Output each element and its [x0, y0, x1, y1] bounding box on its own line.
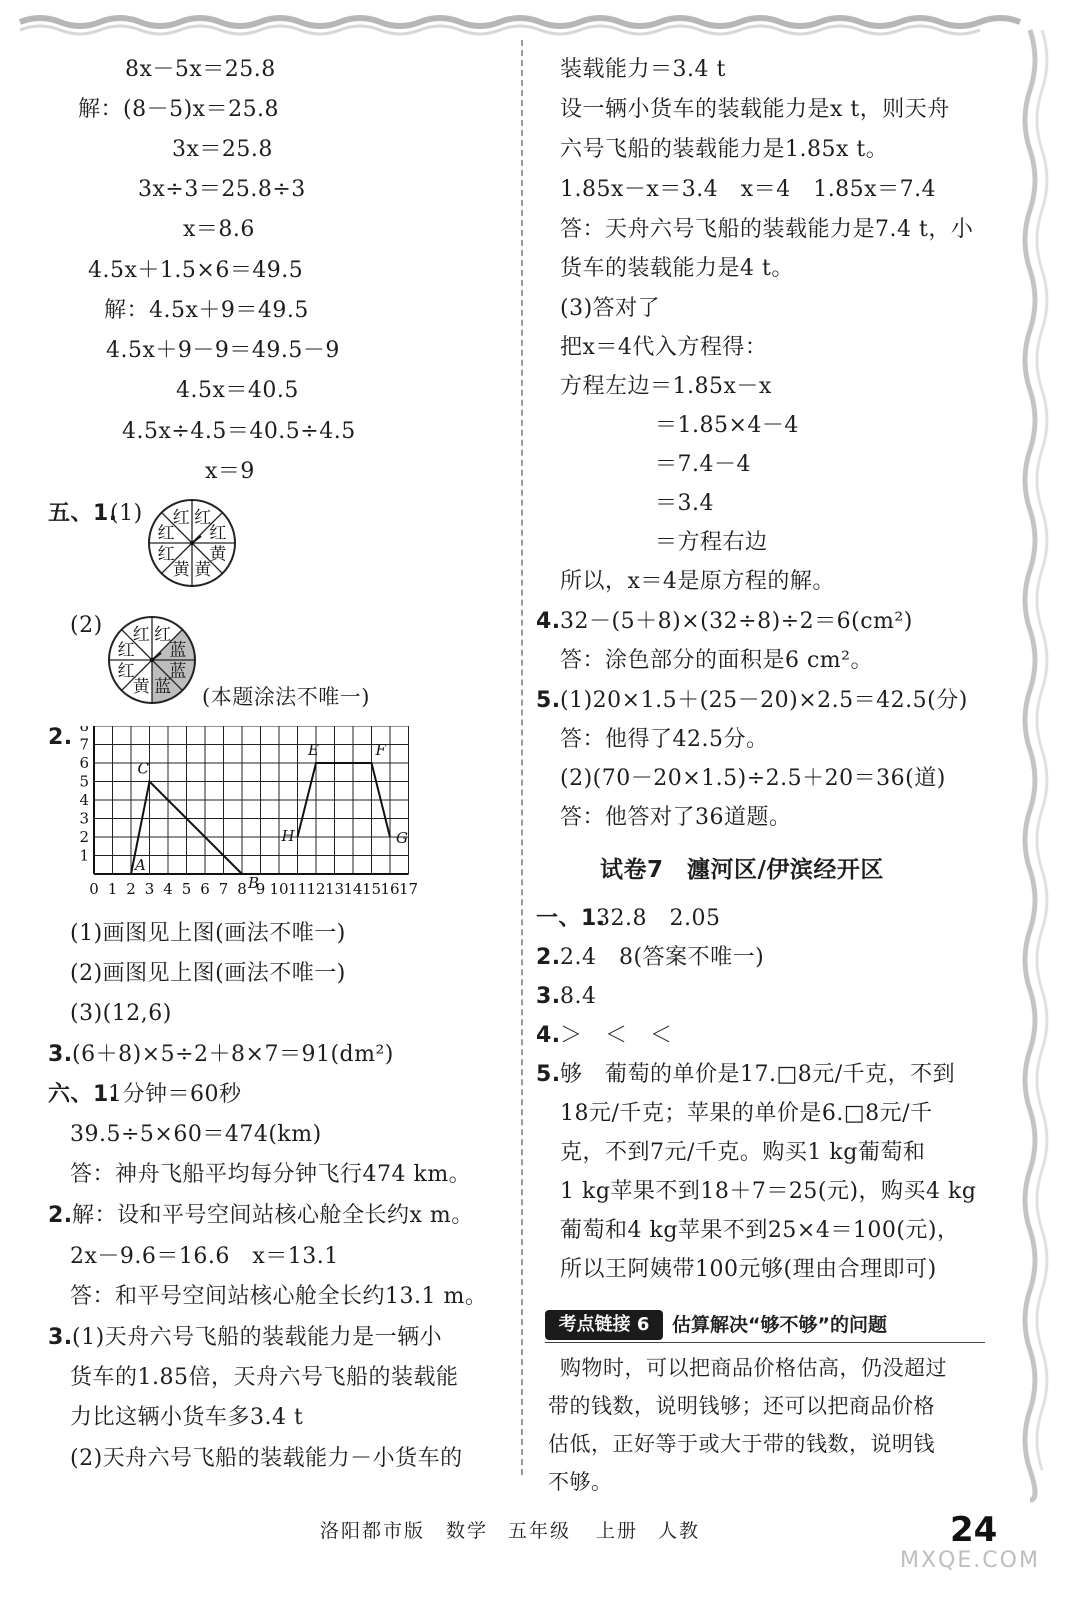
exam-q5-line-3: 克，不到7元/千克。购买1 kg葡萄和	[560, 1140, 926, 1165]
question-2-part-3: (3)(12,6)	[70, 1001, 172, 1026]
exam-q5-line-1: 够 葡萄的单价是17.□8元/千克，不到	[560, 1062, 956, 1087]
exam-q4-label: 4.	[536, 1023, 561, 1048]
y-tick-label: 2	[79, 828, 89, 846]
footer-term: 上册	[596, 1520, 639, 1542]
question-3-label: 3.	[48, 1042, 73, 1067]
wheel-sector-label: 黄	[209, 544, 227, 565]
x-tick-label: 16	[380, 880, 400, 898]
y-tick-label: 3	[79, 809, 89, 828]
point-label: A	[135, 856, 146, 874]
knowledge-text-4: 不够。	[548, 1470, 613, 1494]
y-tick-label: 7	[79, 735, 89, 754]
knowledge-text-1: 购物时，可以把商品价格估高，仍没超过	[560, 1356, 947, 1380]
x-tick-label: 15	[361, 880, 382, 898]
eq-line-6: 4.5x＋1.5×6＝49.5	[88, 258, 304, 283]
section-6-q1-line-2: 39.5÷5×60＝474(km)	[70, 1122, 322, 1147]
x-tick-label: 11	[287, 880, 308, 898]
question-2-part-2: (2)画图见上图(画法不唯一)	[70, 961, 346, 986]
section-6-q2-label: 2.	[48, 1203, 73, 1228]
question-5-label: 5.	[536, 688, 561, 713]
r-line-12: ＝3.4	[655, 491, 714, 516]
question-2-label: 2.	[48, 725, 73, 750]
exam-q3-label: 3.	[536, 984, 561, 1009]
x-tick-label: 8	[237, 880, 247, 898]
r-line-8: 把x＝4代入方程得：	[560, 335, 768, 360]
wheel-sector-label: 红	[117, 661, 135, 682]
x-tick-label: 4	[163, 880, 173, 898]
eq-line-3: 3x＝25.8	[172, 137, 273, 162]
r-line-4: 1.85x－x＝3.4 x＝4 1.85x＝7.4	[560, 177, 937, 202]
r-line-1: 装载能力＝3.4 t	[560, 57, 726, 82]
wheel-sector-label: 蓝	[169, 640, 187, 661]
x-tick-label: 13	[324, 880, 345, 898]
r-line-3: 六号飞船的装载能力是1.85x t。	[560, 137, 889, 162]
wheel-sector-label: 黄	[194, 559, 212, 580]
exam-q4-answer: ＞ ＜ ＜	[560, 1023, 673, 1048]
exam-q5-label: 5.	[536, 1062, 561, 1087]
eq-line-2: 解：(8－5)x＝25.8	[78, 97, 280, 122]
question-4-line-1: 32－(5＋8)×(32÷8)÷2＝6(cm²)	[560, 609, 913, 634]
x-tick-label: 10	[269, 880, 289, 898]
question-4-line-2: 答：涂色部分的面积是6 cm²。	[560, 648, 873, 673]
x-tick-label: 7	[218, 880, 229, 898]
wheel-sector-label: 蓝	[154, 676, 172, 697]
wheel-sector-label: 红	[172, 508, 190, 529]
section-6-q2-line-3: 答：和平号空间站核心舱全长约13.1 m。	[70, 1284, 488, 1309]
section-6-q1-line-1: 1分钟＝60秒	[108, 1082, 242, 1107]
section-6-q3-line-2: 货车的1.85倍，天舟六号飞船的装载能	[70, 1365, 459, 1390]
exam-7-title: 试卷7 瀍河区/伊滨经开区	[600, 857, 884, 883]
eq-line-4: 3x÷3＝25.8÷3	[138, 177, 306, 202]
r-line-7: (3)答对了	[560, 296, 661, 321]
watermark: MXQE.COM	[900, 1548, 1040, 1573]
footer-grade: 五年级	[508, 1520, 572, 1542]
x-tick-label: 3	[144, 880, 155, 898]
exam-q1-label: 一、1.	[536, 906, 606, 931]
section-5-part-1: (1)	[110, 501, 143, 526]
point-label: B	[248, 874, 260, 892]
footer-publisher: 人教	[658, 1520, 701, 1542]
wheel-sector-label: 红	[157, 523, 175, 544]
column-divider	[521, 40, 523, 1475]
x-tick-label: 5	[181, 880, 192, 898]
section-6-q3-line-1: (1)天舟六号飞船的装载能力是一辆小	[72, 1325, 443, 1350]
section-5-label: 五、1.	[48, 501, 118, 526]
section-6-q2-line-1: 解：设和平号空间站核心舱全长约x m。	[72, 1203, 474, 1228]
question-2-part-1: (1)画图见上图(画法不唯一)	[70, 921, 346, 946]
footer-subject: 数学	[446, 1520, 489, 1542]
y-tick-label: 4	[79, 791, 89, 809]
section-5-note: (本题涂法不唯一)	[202, 685, 370, 709]
eq-line-5: x＝8.6	[183, 217, 255, 242]
question-5-line-3: (2)(70－20×1.5)÷2.5＋20＝36(道)	[560, 766, 946, 791]
section-6-label: 六、1.	[48, 1082, 118, 1107]
exam-q5-line-2: 18元/千克；苹果的单价是6.□8元/千	[560, 1101, 933, 1126]
r-line-13: ＝方程右边	[655, 530, 768, 555]
point-label: G	[396, 829, 408, 847]
exam-q2-answer: 2.4 8(答案不唯一)	[560, 945, 765, 970]
y-tick-label: 1	[79, 846, 89, 865]
r-line-14: 所以，x＝4是原方程的解。	[560, 569, 835, 594]
section-6-q2-line-2: 2x－9.6＝16.6 x＝13.1	[70, 1244, 339, 1269]
question-5-line-2: 答：他得了42.5分。	[560, 727, 769, 752]
page-number: 24	[950, 1510, 998, 1550]
eq-line-7: 解：4.5x＋9＝49.5	[104, 298, 309, 323]
x-tick-label: 0	[89, 880, 99, 898]
wheel-sector-label: 黄	[172, 559, 190, 580]
r-line-6: 货车的装载能力是4 t。	[560, 256, 794, 281]
point-label: E	[308, 741, 319, 759]
knowledge-link-title: 估算解决“够不够”的问题	[672, 1314, 887, 1336]
eq-line-8: 4.5x＋9－9＝49.5－9	[106, 338, 340, 363]
section-5-part-2: (2)	[70, 613, 103, 638]
y-tick-label: 5	[79, 772, 89, 791]
wheel-sector-label: 红	[209, 523, 227, 544]
x-tick-label: 6	[200, 880, 210, 898]
point-label: H	[281, 827, 295, 845]
exam-q5-line-4: 1 kg苹果不到18＋7＝25(元)，购买4 kg	[560, 1179, 977, 1204]
wheel-sector-label: 红	[132, 625, 150, 646]
x-tick-label: 17	[398, 880, 419, 898]
eq-line-11: x＝9	[205, 459, 255, 484]
question-4-label: 4.	[536, 609, 561, 634]
r-line-11: ＝7.4－4	[655, 452, 751, 477]
y-tick-label: 6	[79, 754, 89, 772]
wheel-sector-label: 蓝	[169, 661, 187, 682]
exam-q5-line-5: 葡萄和4 kg苹果不到25×4＝100(元)，	[560, 1218, 960, 1243]
question-5-line-1: (1)20×1.5＋(25－20)×2.5＝42.5(分)	[560, 688, 968, 713]
spinner-wheel-1	[146, 497, 238, 589]
r-line-9: 方程左边＝1.85x－x	[560, 374, 772, 399]
eq-line-10: 4.5x÷4.5＝40.5÷4.5	[122, 419, 356, 444]
point-label: F	[375, 741, 386, 759]
x-tick-label: 14	[343, 880, 363, 898]
section-6-q3-label: 3.	[48, 1325, 73, 1350]
footer-edition: 洛阳都市版	[320, 1520, 426, 1542]
x-tick-label: 2	[126, 880, 136, 898]
exam-q2-label: 2.	[536, 945, 561, 970]
wheel-sector-label: 红	[117, 640, 135, 661]
exam-q3-answer: 8.4	[560, 984, 597, 1009]
r-line-10: ＝1.85×4－4	[655, 413, 799, 438]
r-line-5: 答：天舟六号飞船的装载能力是7.4 t，小	[560, 217, 974, 242]
question-3-answer: (6＋8)×5÷2＋8×7＝91(dm²)	[72, 1042, 394, 1067]
x-tick-label: 1	[107, 880, 118, 898]
wheel-sector-label: 红	[154, 625, 172, 646]
x-tick-label: 9	[255, 880, 266, 898]
coordinate-grid	[74, 726, 434, 925]
wheel-sector-label: 红	[157, 544, 175, 565]
point-label: C	[137, 759, 149, 778]
x-tick-label: 12	[306, 880, 326, 898]
knowledge-text-3: 估低，正好等于或大于带的钱数，说明钱	[548, 1432, 935, 1456]
wheel-sector-label: 黄	[132, 676, 150, 697]
knowledge-link-tag: 考点链接 6	[545, 1310, 663, 1340]
section-6-q3-line-3: 力比这辆小货车多3.4 t	[70, 1405, 304, 1430]
question-5-line-4: 答：他答对了36道题。	[560, 805, 792, 830]
r-line-2: 设一辆小货车的装载能力是x t，则天舟	[560, 97, 950, 122]
wheel-sector-label: 红	[194, 508, 212, 529]
exam-q1-answer: 32.8 2.05	[596, 906, 721, 931]
knowledge-text-2: 带的钱数，说明钱够；还可以把商品价格	[548, 1394, 935, 1418]
knowledge-link-rule	[545, 1342, 985, 1343]
section-6-q3-line-4: (2)天舟六号飞船的装载能力－小货车的	[70, 1446, 463, 1471]
eq-line-9: 4.5x＝40.5	[176, 378, 299, 403]
spinner-wheel-2	[106, 614, 198, 706]
y-tick-label: 8	[79, 726, 89, 735]
section-6-q1-line-3: 答：神舟飞船平均每分钟飞行474 km。	[70, 1162, 472, 1187]
eq-line-1: 8x－5x＝25.8	[125, 57, 276, 82]
exam-q5-line-6: 所以王阿姨带100元够(理由合理即可)	[560, 1257, 937, 1282]
